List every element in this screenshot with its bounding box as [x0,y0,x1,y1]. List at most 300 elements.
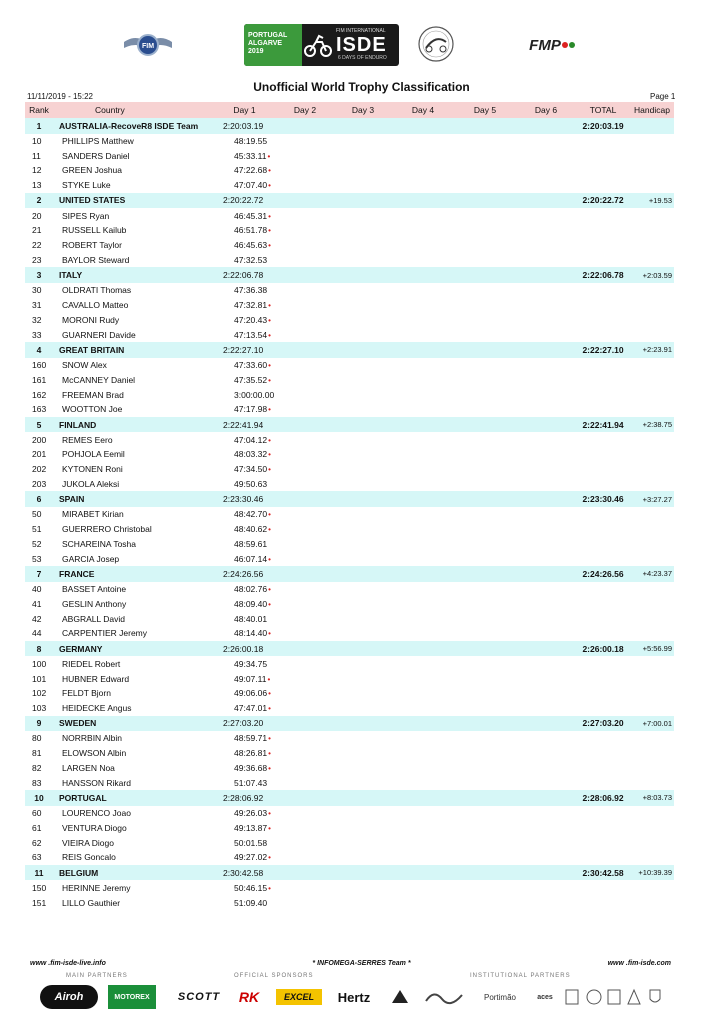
rider-name: HERINNE Jeremy [62,882,131,893]
team-handicap: +5:56.99 [630,641,674,657]
rider-day1-time [213,312,276,327]
team-day1: 2:27:03.20 [213,716,276,732]
team-day2 [276,118,334,134]
team-day6 [516,491,576,507]
empty-cell [334,746,392,761]
empty-cell [454,746,516,761]
rider-row [25,253,674,268]
team-row [25,118,674,134]
rider-number: 44 [32,628,42,639]
team-day2 [276,566,334,582]
empty-cell [516,298,576,313]
empty-cell [334,163,392,178]
team-rank: 1 [25,118,53,134]
team-rank: 6 [25,491,53,507]
col-day4: Day 4 [392,102,454,118]
empty-cell [516,372,576,387]
empty-cell [392,283,454,298]
rider-name: CAVALLO Matteo [62,300,129,311]
empty-cell [392,327,454,342]
sponsor-hertz: Hertz [337,989,371,1005]
rider-time-value: 47:13.54 [234,329,268,340]
empty-cell [576,447,630,462]
empty-cell [576,761,630,776]
team-handicap: +2:03.59 [630,267,674,283]
counting-time-marker-icon: • [267,674,271,684]
empty-cell [334,551,392,566]
rider-day1-time [213,626,276,641]
rider-name: CARPENTIER Jeremy [62,628,148,639]
rider-row [25,387,674,402]
rider-name: OLDRATI Thomas [62,285,132,296]
empty-cell [276,671,334,686]
team-day2 [276,267,334,283]
empty-cell [454,686,516,701]
footer-live-link[interactable]: www .fim-isde-live.info [30,960,106,967]
empty-cell [276,358,334,373]
rider-day1-time [213,298,276,313]
team-total: 2:22:27.10 [576,342,630,358]
team-country: FINLAND [53,417,213,433]
rider-time-value: 47:34.50 [234,464,268,475]
empty-cell [630,223,674,238]
empty-cell [454,522,516,537]
rider-number: 151 [32,897,47,908]
rider-day1-time [213,806,276,821]
rider-row [25,611,674,626]
empty-cell [334,686,392,701]
team-row [25,641,674,657]
empty-cell [630,686,674,701]
rider-name: VIEIRA Diogo [62,837,114,848]
team-total: 2:28:06.92 [576,790,630,806]
empty-cell [454,835,516,850]
empty-cell [392,148,454,163]
empty-cell [276,477,334,492]
empty-cell [630,432,674,447]
counting-time-marker-icon: • [268,211,271,221]
rider-time-value: 51:09.40 [234,897,268,908]
empty-cell [392,835,454,850]
empty-cell [276,148,334,163]
rider-row [25,850,674,865]
rider-name: SNOW Alex [62,359,107,370]
team-rank: 8 [25,641,53,657]
empty-cell [516,656,576,671]
rider-row [25,671,674,686]
empty-cell [334,522,392,537]
counting-time-marker-icon: • [268,330,271,340]
isde-logo: PORTUGAL ALGARVE 2019 FIM INTERNATIONAL ISDE 6 DAYS OF ENDURO [244,24,399,66]
counting-time-marker-icon: • [268,315,271,325]
empty-cell [334,596,392,611]
empty-cell [454,358,516,373]
team-day5 [454,716,516,732]
col-day6: Day 6 [516,102,576,118]
empty-cell [454,895,516,910]
team-day1: 2:20:03.19 [213,118,276,134]
rider-number: 103 [32,703,47,714]
empty-cell [516,850,576,865]
empty-cell [576,134,630,149]
empty-cell [334,402,392,417]
empty-cell [454,731,516,746]
rider-row [25,522,674,537]
team-day5 [454,342,516,358]
rider-row [25,432,674,447]
rider-name: KYTONEN Roni [62,464,123,475]
rider-number: 11 [32,150,41,161]
empty-cell [276,701,334,716]
rider-day1-time [213,507,276,522]
counting-time-marker-icon: • [268,181,271,191]
empty-cell [516,686,576,701]
empty-cell [630,387,674,402]
team-rank: 2 [25,193,53,209]
empty-cell [630,537,674,552]
rider-name: BASSET Antoine [62,584,127,595]
empty-cell [576,596,630,611]
empty-cell [454,387,516,402]
rider-row [25,447,674,462]
empty-cell [454,671,516,686]
rider-number: 203 [32,479,47,490]
rider-number: 61 [32,822,42,833]
institutional-partners-label: INSTITUTIONAL PARTNERS [470,973,571,979]
empty-cell [630,163,674,178]
empty-cell [334,731,392,746]
empty-cell [576,238,630,253]
rider-day1-time [213,208,276,223]
rider-row [25,208,674,223]
rider-number: 33 [32,329,42,340]
empty-cell [630,582,674,597]
team-day1: 2:28:06.92 [213,790,276,806]
team-day4 [392,417,454,433]
counting-time-marker-icon: • [268,435,271,445]
empty-cell [630,402,674,417]
rider-time-value: 48:09.40 [234,598,268,609]
empty-cell [576,701,630,716]
rider-time-value: 50:01.58 [234,837,268,848]
rider-time-value: 48:26.81 [234,748,268,759]
empty-cell [454,253,516,268]
rider-name: HEIDECKE Angus [62,703,132,714]
rider-row [25,835,674,850]
counting-time-marker-icon: • [268,360,271,370]
team-day3 [334,716,392,732]
team-country: SWEDEN [53,716,213,732]
rider-time-value: 49:07.11 [234,673,267,684]
counting-time-marker-icon: • [268,853,271,863]
rider-day1-time [213,402,276,417]
empty-cell [276,656,334,671]
empty-cell [276,596,334,611]
empty-cell [392,656,454,671]
rider-time-value: 48:19.55 [234,135,268,146]
team-handicap: +10:39.39 [630,865,674,881]
rider-number: 160 [32,359,47,370]
empty-cell [392,402,454,417]
rider-number: 20 [32,210,42,221]
empty-cell [454,327,516,342]
empty-cell [516,208,576,223]
rider-number: 12 [32,165,42,176]
empty-cell [392,731,454,746]
footer-site-link[interactable]: www .fim-isde.com [607,960,671,967]
team-total: 2:20:22.72 [576,193,630,209]
rider-row [25,596,674,611]
empty-cell [392,806,454,821]
rider-number: 81 [32,748,42,759]
empty-cell [516,746,576,761]
empty-cell [516,731,576,746]
rider-number: 10 [32,135,42,146]
rider-name: POHJOLA Eemil [62,449,125,460]
empty-cell [576,522,630,537]
empty-cell [516,402,576,417]
team-total: 2:22:06.78 [576,267,630,283]
rider-day1-time [213,432,276,447]
team-day2 [276,641,334,657]
empty-cell [576,820,630,835]
team-day6 [516,641,576,657]
empty-cell [630,611,674,626]
empty-cell [334,880,392,895]
empty-cell [392,447,454,462]
empty-cell [454,178,516,193]
empty-cell [576,327,630,342]
rider-name: NORRBIN Albin [62,733,122,744]
page-number: Page 1 [650,92,676,101]
empty-cell [276,432,334,447]
rider-number: 62 [32,837,42,848]
team-handicap: +2:23.91 [630,342,674,358]
rider-day1-time [213,163,276,178]
empty-cell [576,223,630,238]
team-day3 [334,566,392,582]
rider-row [25,731,674,746]
team-handicap: +2:38.75 [630,417,674,433]
rider-time-value: 47:35.52 [234,374,268,385]
rider-day1-time [213,731,276,746]
empty-cell [576,895,630,910]
rider-number: 22 [32,240,42,251]
rider-day1-time [213,372,276,387]
rider-time-value: 46:45.63 [234,240,268,251]
rider-number: 202 [32,464,47,475]
empty-cell [334,283,392,298]
team-day4 [392,865,454,881]
team-row [25,491,674,507]
empty-cell [334,134,392,149]
rider-day1-time [213,148,276,163]
counting-time-marker-icon: • [268,510,271,520]
empty-cell [630,895,674,910]
empty-cell [630,178,674,193]
empty-cell [392,163,454,178]
counting-time-marker-icon: • [268,525,271,535]
team-day6 [516,342,576,358]
counting-time-marker-icon: • [268,405,271,415]
rider-time-value: 48:40.01 [234,613,268,624]
empty-cell [454,298,516,313]
empty-cell [392,477,454,492]
empty-cell [334,223,392,238]
empty-cell [576,850,630,865]
empty-cell [576,671,630,686]
rider-name: REMES Eero [62,434,113,445]
team-day1: 2:30:42.58 [213,865,276,881]
rider-row [25,238,674,253]
rider-name: GUERRERO Christobal [62,524,152,535]
rider-name: ELOWSON Albin [62,748,127,759]
footer-credit: * INFOMEGA-SERRES Team * [312,960,411,967]
rider-number: 40 [32,584,42,595]
empty-cell [454,626,516,641]
empty-cell [454,447,516,462]
empty-cell [454,477,516,492]
team-day2 [276,865,334,881]
empty-cell [630,880,674,895]
sponsor-excel: EXCEL [276,989,322,1005]
team-handicap: +8:03.73 [630,790,674,806]
rider-time-value: 51:07.43 [234,777,268,788]
empty-cell [576,253,630,268]
empty-cell [276,820,334,835]
empty-cell [630,462,674,477]
rider-row [25,283,674,298]
empty-cell [392,253,454,268]
rider-number: 100 [32,658,47,669]
empty-cell [454,163,516,178]
empty-cell [516,387,576,402]
table-header-row [25,102,674,118]
empty-cell [392,537,454,552]
motorbike-icon [304,32,332,58]
empty-cell [454,611,516,626]
rider-day1-time [213,850,276,865]
rider-number: 21 [32,225,42,236]
empty-cell [454,820,516,835]
rider-row [25,507,674,522]
empty-cell [276,806,334,821]
col-day5: Day 5 [454,102,516,118]
empty-cell [576,178,630,193]
counting-time-marker-icon: • [268,704,271,714]
counting-time-marker-icon: • [268,375,271,385]
empty-cell [516,701,576,716]
empty-cell [334,507,392,522]
empty-cell [276,372,334,387]
rider-time-value: 47:47.01 [234,703,268,714]
col-country: Country [53,102,213,118]
rider-number: 41 [32,598,42,609]
empty-cell [276,298,334,313]
empty-cell [276,208,334,223]
team-day4 [392,566,454,582]
sponsor-mark-icon [390,987,410,1007]
empty-cell [276,850,334,865]
rider-name: VENTURA Diogo [62,822,127,833]
rider-day1-time [213,611,276,626]
empty-cell [334,327,392,342]
classification-table [25,102,674,910]
empty-cell [334,253,392,268]
empty-cell [392,462,454,477]
col-day3: Day 3 [334,102,392,118]
empty-cell [576,806,630,821]
empty-cell [516,671,576,686]
team-day5 [454,193,516,209]
empty-cell [392,432,454,447]
empty-cell [454,507,516,522]
empty-cell [392,551,454,566]
team-handicap: +3:27.27 [630,491,674,507]
rider-day1-time [213,327,276,342]
empty-cell [392,372,454,387]
empty-cell [454,402,516,417]
empty-cell [334,372,392,387]
rider-time-value: 47:04.12 [234,434,268,445]
rider-row [25,686,674,701]
empty-cell [392,387,454,402]
enduro-emblem [416,22,456,66]
empty-cell [276,327,334,342]
rider-number: 31 [32,300,42,311]
empty-cell [576,477,630,492]
empty-cell [334,447,392,462]
empty-cell [454,134,516,149]
empty-cell [454,208,516,223]
rider-row [25,820,674,835]
empty-cell [276,223,334,238]
institutional-crests-icon [564,987,664,1007]
team-row [25,790,674,806]
sponsor-portimao: Portimão [483,992,516,1002]
team-country: SPAIN [53,491,213,507]
empty-cell [334,387,392,402]
empty-cell [516,761,576,776]
team-day2 [276,193,334,209]
rider-number: 82 [32,762,42,773]
empty-cell [334,835,392,850]
rider-name: ABGRALL David [62,613,125,624]
rider-number: 200 [32,434,47,445]
team-rank: 7 [25,566,53,582]
empty-cell [630,835,674,850]
empty-cell [334,626,392,641]
rider-day1-time [213,746,276,761]
empty-cell [392,671,454,686]
rider-time-value: 49:36.68 [234,762,268,773]
empty-cell [516,507,576,522]
rider-time-value: 48:14.40 [234,628,268,639]
empty-cell [276,253,334,268]
empty-cell [516,178,576,193]
empty-cell [630,208,674,223]
team-rank: 10 [25,790,53,806]
team-day6 [516,865,576,881]
rider-number: 63 [32,852,42,863]
fim-logo [122,30,174,60]
empty-cell [334,148,392,163]
empty-cell [276,134,334,149]
rider-name: REIS Goncalo [62,852,116,863]
team-day6 [516,566,576,582]
empty-cell [576,775,630,790]
sponsor-rk: RK [238,989,260,1005]
